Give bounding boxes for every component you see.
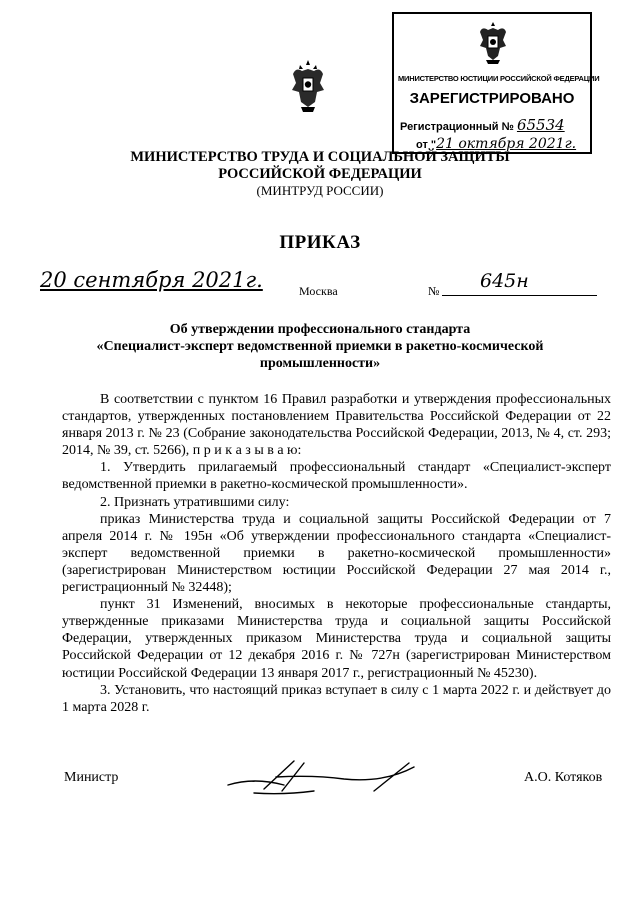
body-paragraph-item-2: 2. Признать утратившими силу: (100, 494, 290, 510)
handwritten-signature (224, 755, 424, 810)
subject-line-2: «Специалист-эксперт ведомственной приемки в ракетно-космической (96, 339, 544, 354)
body-paragraph-preamble: В соответствии с пунктом 16 Правил разработки и утверждения профессиональных стандартов, утвержденных постановлением Правительства Российской Федерации от 22 января 2013 г. № 23 (Собрание законодательства Российской Федерации, 2013, № 4, ст. 293; 2014, № 39, ст. 5266), п р и к а з ы в а ю: (62, 392, 611, 459)
body-paragraph-item-3: 3. Установить, что настоящий приказ вступает в силу с 1 марта 2022 г. и действует до 1 марта 2028 г. (62, 682, 611, 715)
subject-line-3: промышленности» (259, 356, 381, 371)
ministry-title: МИНИСТЕРСТВО ТРУДА И СОЦИАЛЬНОЙ ЗАЩИТЫ (130, 149, 510, 165)
stamp-date-prefix: от " (416, 139, 437, 151)
stamp-registered: ЗАРЕГИСТРИРОВАНО (409, 90, 575, 107)
body-paragraph-repealed-point: пункт 31 Изменений, вносимых в некоторые профессиональные стандарты, утвержденные приказами Министерства труда и социальной защиты Российской Федерации, утвержденных приказом Министерства труда и социальной защиты Российской Федерации от 12 декабря 2016 г. № 727н (зарегистрирован Министерством юстиции Российской Федерации 13 января 2017 г., регистрационный № 45230). (62, 597, 611, 681)
order-number: 645н (480, 270, 529, 292)
order-number-underline (442, 295, 597, 296)
order-date: 20 сентября 2021г. (40, 268, 263, 292)
ministry-short-name: (МИНТРУД РОССИИ) (256, 183, 384, 198)
body-paragraph-item-1: 1. Утвердить прилагаемый профессиональный стандарт «Специалист-эксперт ведомственной приемки в ракетно-космической промышленности». (62, 460, 611, 493)
ministry-title-line2: РОССИЙСКОЙ ФЕДЕРАЦИИ (218, 166, 422, 182)
signatory-title: Министр (64, 770, 119, 785)
order-number-label: № (428, 284, 440, 298)
registration-stamp (392, 12, 600, 154)
order-body (62, 391, 611, 716)
body-paragraph-repealed-order: приказ Министерства труда и социальной защиты Российской Федерации от 7 апреля 2014 г. № 195н «Об утверждении профессионального стандарта «Специалист-эксперт ведомственной приемки в ракетно-космической промышленности» (зарегистрирован Министерством юстиции Российской Федерации 27 мая 2014 г., регистрационный № 32448); (62, 511, 611, 596)
stamp-reg-line (400, 116, 586, 134)
signatory-name: А.О. Котяков (524, 770, 603, 785)
stamp-emblem-icon (476, 18, 510, 73)
document-type: ПРИКАЗ (279, 232, 361, 253)
subject-line-1: Об утверждении профессионального стандарта (169, 322, 471, 337)
stamp-reg-label: Регистрационный № (400, 121, 514, 133)
stamp-date: 21 октября 2021г. (436, 136, 577, 152)
stamp-ministry: МИНИСТЕРСТВО ЮСТИЦИИ РОССИЙСКОЙ ФЕДЕРАЦИИ (398, 74, 600, 83)
stamp-reg-number: 65534 (516, 116, 565, 134)
order-city: Москва (299, 284, 338, 298)
coat-of-arms-icon (290, 58, 326, 119)
